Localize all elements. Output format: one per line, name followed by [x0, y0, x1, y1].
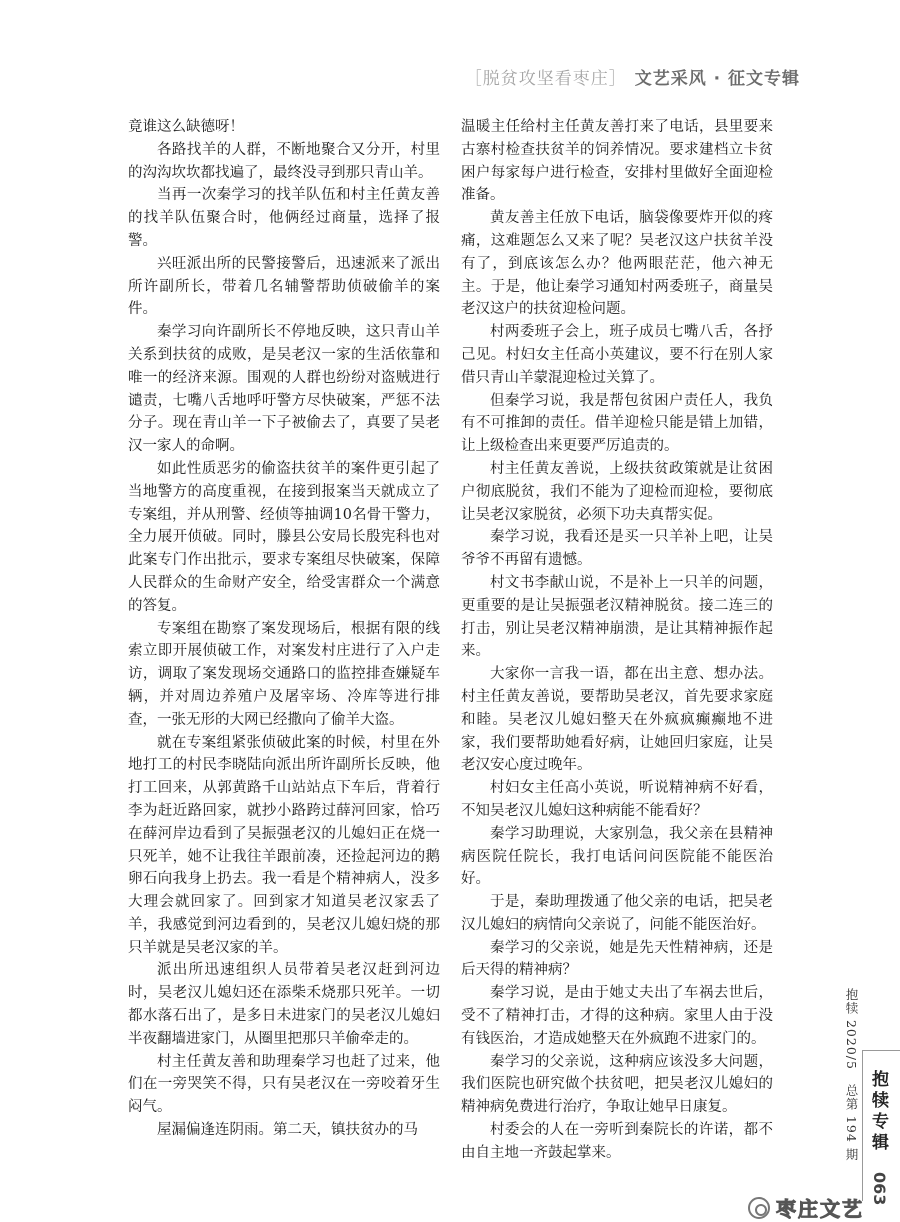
paragraph: 竟谁这么缺德呀！	[128, 119, 244, 135]
paragraph: 兴旺派出所的民警接警后，迅速派来了派出所许副所长，带着几名辅警帮助侦破偷羊的案件。	[128, 255, 440, 318]
paragraph: 秦学习的父亲说，这种病应该没多大问题，我们医院也研究做个扶贫吧，把吴老汉儿媳妇的精神病免费进行治疗，争取让她早日康复。	[461, 1053, 773, 1116]
paragraph: 于是，秦助理拨通了他父亲的电话，把吴老汉儿媳妇的病情向父亲说了，问能不能医治好。	[461, 894, 773, 933]
paragraph: 如此性质恶劣的偷盗扶贫羊的案件更引起了当地警方的高度重视，在接到报案当天就成立了专案组，并从刑警、经侦等抽调10名骨干警力，全力展开侦破。同时，滕县公安局长殷宪科也对此案专门作出批示，要求专案组尽快破案，保障人民群众的生命财产安全，给受害群众一个满意的答复。	[128, 460, 440, 614]
paragraph: 专案组在勘察了案发现场后，根据有限的线索立即开展侦破工作，对案发村庄进行了入户走访，调取了案发现场交通路口的监控排查嫌疑车辆，并对周边养殖户及屠宰场、冷库等进行排查，一张无形的大网已经撒向了偷羊大盗。	[128, 620, 440, 728]
paragraph: 大家你一言我一语，都在出主意、想办法。村主任黄友善说，要帮助吴老汉，首先要求家庭和睦。吴老汉儿媳妇整天在外疯疯癫癫地不进家，我们要帮助她看好病，让她回归家庭，让吴老汉安心度过晚年。	[461, 666, 773, 774]
issue-info	[838, 988, 860, 1161]
column-tab-label: 抱犊专辑	[868, 1070, 888, 1154]
paragraph: 村妇女主任高小英说，听说精神病不好看，不知吴老汉儿媳妇这种病能不能看好？	[461, 780, 773, 819]
paragraph: 村两委班子会上，班子成员七嘴八舌，各抒己见。村妇女主任高小英建议，要不行在别人家借只青山羊蒙混迎检过关算了。	[461, 324, 773, 386]
header-column-title: ［脱贫攻坚看枣庄］	[464, 69, 627, 89]
header-section-title: 文艺采风 · 征文专辑	[634, 69, 800, 89]
page-number: 063	[870, 1172, 889, 1206]
paragraph: 村主任黄友善和助理秦学习也赶了过来，他们在一旁哭笑不得，只有吴老汉在一旁咬着牙生闷气。	[128, 1053, 440, 1116]
paragraph: 秦学习助理说，大家别急，我父亲在县精神病医院任院长，我打电话问问医院能不能医治好。	[461, 825, 773, 888]
wechat-icon	[748, 1197, 770, 1219]
journal-issue: 抱犊 2020/5	[844, 988, 859, 1070]
paragraph: 屋漏偏逢连阴雨。第二天，镇扶贫办的马	[157, 1122, 418, 1139]
watermark-text: 枣庄文艺	[776, 1197, 864, 1221]
total-issue: 总第 194 期	[844, 1083, 859, 1162]
text-column-right	[461, 116, 773, 1165]
paragraph: 秦学习说，是由于她丈夫出了车祸去世后，受不了精神打击，才得的这种病。家里人由于没有钱医治，才造成她整天在外疯跑不进家门的。	[461, 985, 773, 1047]
paragraph: 但秦学习说，我是帮包贫困户责任人，我负有不可推卸的责任。借羊迎检只能是错上加错，让上级检查出来更要严厉追责的。	[461, 392, 773, 455]
paragraph: 黄友善主任放下电话，脑袋像要炸开似的疼痛，这难题怎么又来了呢？吴老汉这户扶贫羊没有了，到底该怎么办？他两眼茫茫，他六神无主。于是，他让秦学习通知村两委班子，商量吴老汉这户的扶贫迎检问题。	[461, 210, 773, 318]
text-column-left	[128, 116, 440, 1142]
paragraph: 村主任黄友善说，上级扶贫政策就是让贫困户彻底脱贫，我们不能为了迎检而迎检，要彻底让吴老汉家脱贫，必须下功夫真帮实促。	[461, 460, 773, 523]
paragraph: 温暖主任给村主任黄友善打来了电话，县里要来古寨村检查扶贫羊的饲养情况。要求建档立卡贫困户每家每户进行检查，安排村里做好全面迎检准备。	[461, 119, 773, 204]
paragraph: 村文书李献山说，不是补上一只羊的问题，更重要的是让吴振强老汉精神脱贫。接二连三的打击，别让吴老汉精神崩溃，是让其精神振作起来。	[461, 574, 773, 660]
paragraph: 派出所迅速组织人员带着吴老汉赶到河边时，吴老汉儿媳妇还在添柴禾烧那只死羊。一切都水落石出了，是多日未进家门的吴老汉儿媳妇半夜翻墙进家门，从圈里把那只羊偷牵走的。	[128, 962, 440, 1047]
paragraph: 当再一次秦学习的找羊队伍和村主任黄友善的找羊队伍聚合时，他俩经过商量，选择了报警。	[128, 187, 440, 249]
paragraph: 就在专案组紧张侦破此案的时候，村里在外地打工的村民李晓陆向派出所许副所长反映，他打工回来，从郭黄路千山站站点下车后，背着行李为赶近路回家，就抄小路跨过薛河回家，恰巧在薛河岸边看到了吴振强老汉的儿媳妇正在烧一只死羊，她不让我往羊跟前凑，还捡起河边的鹅卵石向我身上扔去。我一看是个精神病人，没多大理会就回家了。回到家才知道吴老汉家丢了羊，我感觉到河边看到的，吴老汉儿媳妇烧的那只羊就是吴老汉家的羊。	[128, 734, 440, 956]
paragraph: 秦学习说，我看还是买一只羊补上吧，让吴爷爷不再留有遗憾。	[461, 529, 773, 569]
paragraph: 村委会的人在一旁听到秦院长的许诺，都不由自主地一齐鼓起掌来。	[461, 1122, 773, 1161]
watermark	[748, 1193, 864, 1222]
page-header	[465, 64, 800, 89]
paragraph: 秦学习向许副所长不停地反映，这只青山羊关系到扶贫的成败，是吴老汉一家的生活依靠和唯一的经济来源。围观的人群也纷纷对盗贼进行谴责，七嘴八舌地呼吁警方尽快破案，严惩不法分子。现在青山羊一下子被偷去了，真要了吴老汉一家人的命啊。	[128, 324, 440, 455]
paragraph: 各路找羊的人群，不断地聚合又分开，村里的沟沟坎坎都找遍了，最终没寻到那只青山羊。	[128, 141, 440, 181]
paragraph: 秦学习的父亲说，她是先天性精神病，还是后天得的精神病？	[461, 939, 773, 979]
